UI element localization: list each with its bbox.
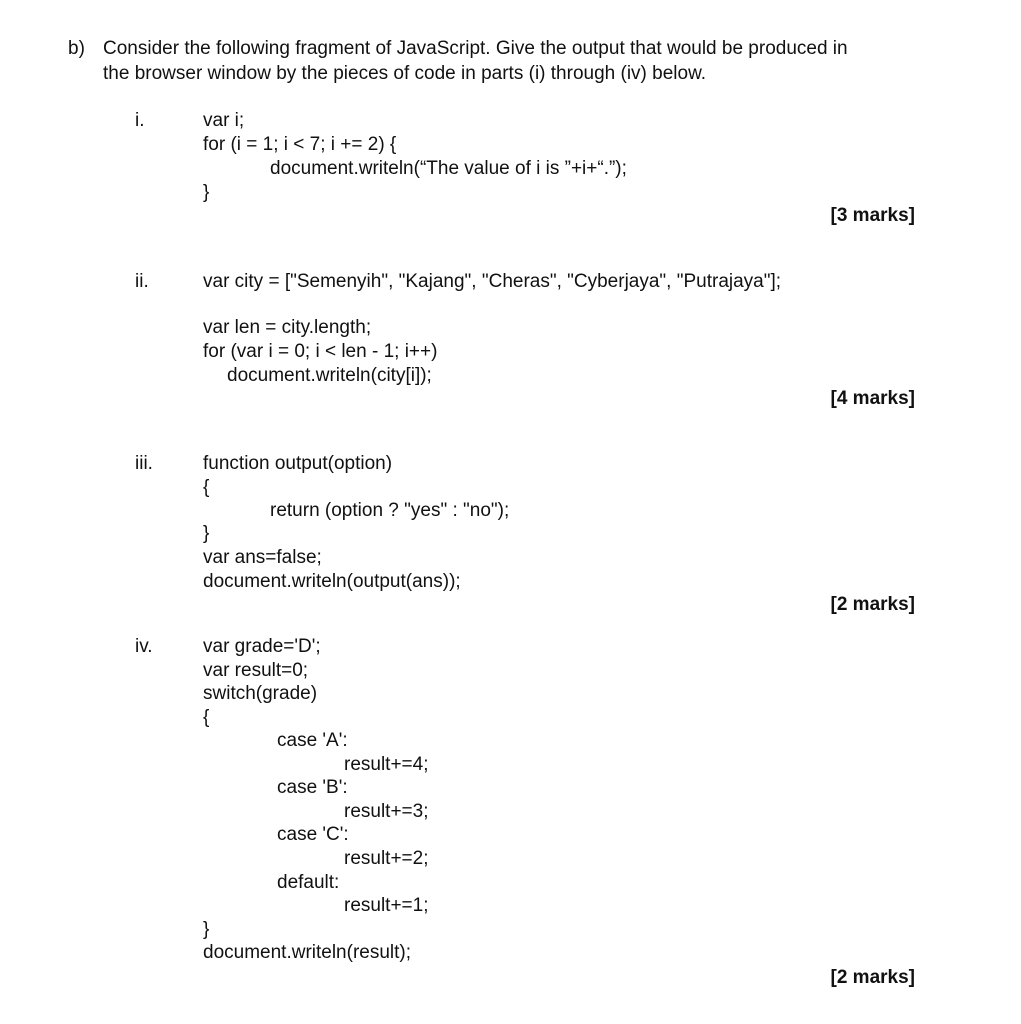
code-line: var city = ["Semenyih", "Kajang", "Cheras", "Cyberjaya", "Putrajaya"]; bbox=[203, 271, 782, 292]
question-intro-line-1: Consider the following fragment of JavaScript. Give the output that would be produced in bbox=[103, 38, 848, 59]
code-line: result+=3; bbox=[344, 801, 429, 822]
code-line: result+=1; bbox=[344, 895, 429, 916]
code-line: var grade='D'; bbox=[203, 636, 321, 657]
code-line: { bbox=[203, 707, 210, 728]
code-line: } bbox=[203, 523, 210, 544]
part-i-numeral: i. bbox=[135, 110, 145, 131]
code-line: return (option ? "yes" : "no"); bbox=[270, 500, 510, 521]
code-line: case 'B': bbox=[277, 777, 348, 798]
code-line: document.writeln(city[i]); bbox=[227, 365, 432, 386]
code-line: result+=4; bbox=[344, 754, 429, 775]
code-line: document.writeln(“The value of i is ”+i+“.”); bbox=[270, 158, 627, 179]
code-line: result+=2; bbox=[344, 848, 429, 869]
code-line: var i; bbox=[203, 110, 245, 131]
part-iii-numeral: iii. bbox=[135, 453, 153, 474]
code-line: var result=0; bbox=[203, 660, 309, 681]
code-line: case 'C': bbox=[277, 824, 349, 845]
code-line: for (var i = 0; i < len - 1; i++) bbox=[203, 341, 438, 362]
part-ii-numeral: ii. bbox=[135, 271, 149, 292]
code-line: default: bbox=[277, 872, 340, 893]
part-iv-marks: [2 marks] bbox=[830, 967, 915, 988]
question-intro-line-2: the browser window by the pieces of code in parts (i) through (iv) below. bbox=[103, 63, 707, 84]
code-line: switch(grade) bbox=[203, 683, 318, 704]
code-line: case 'A': bbox=[277, 730, 348, 751]
part-ii-marks: [4 marks] bbox=[830, 388, 915, 409]
code-line: document.writeln(result); bbox=[203, 942, 412, 963]
code-line: } bbox=[203, 182, 210, 203]
code-line: } bbox=[203, 919, 210, 940]
code-line: { bbox=[203, 477, 210, 498]
question-label: b) bbox=[68, 38, 85, 59]
part-i-marks: [3 marks] bbox=[830, 205, 915, 226]
code-line: document.writeln(output(ans)); bbox=[203, 571, 461, 592]
code-line: for (i = 1; i < 7; i += 2) { bbox=[203, 134, 397, 155]
part-iv-numeral: iv. bbox=[135, 636, 153, 657]
part-iii-marks: [2 marks] bbox=[830, 594, 915, 615]
code-line: var len = city.length; bbox=[203, 317, 372, 338]
code-line: function output(option) bbox=[203, 453, 393, 474]
code-line: var ans=false; bbox=[203, 547, 322, 568]
